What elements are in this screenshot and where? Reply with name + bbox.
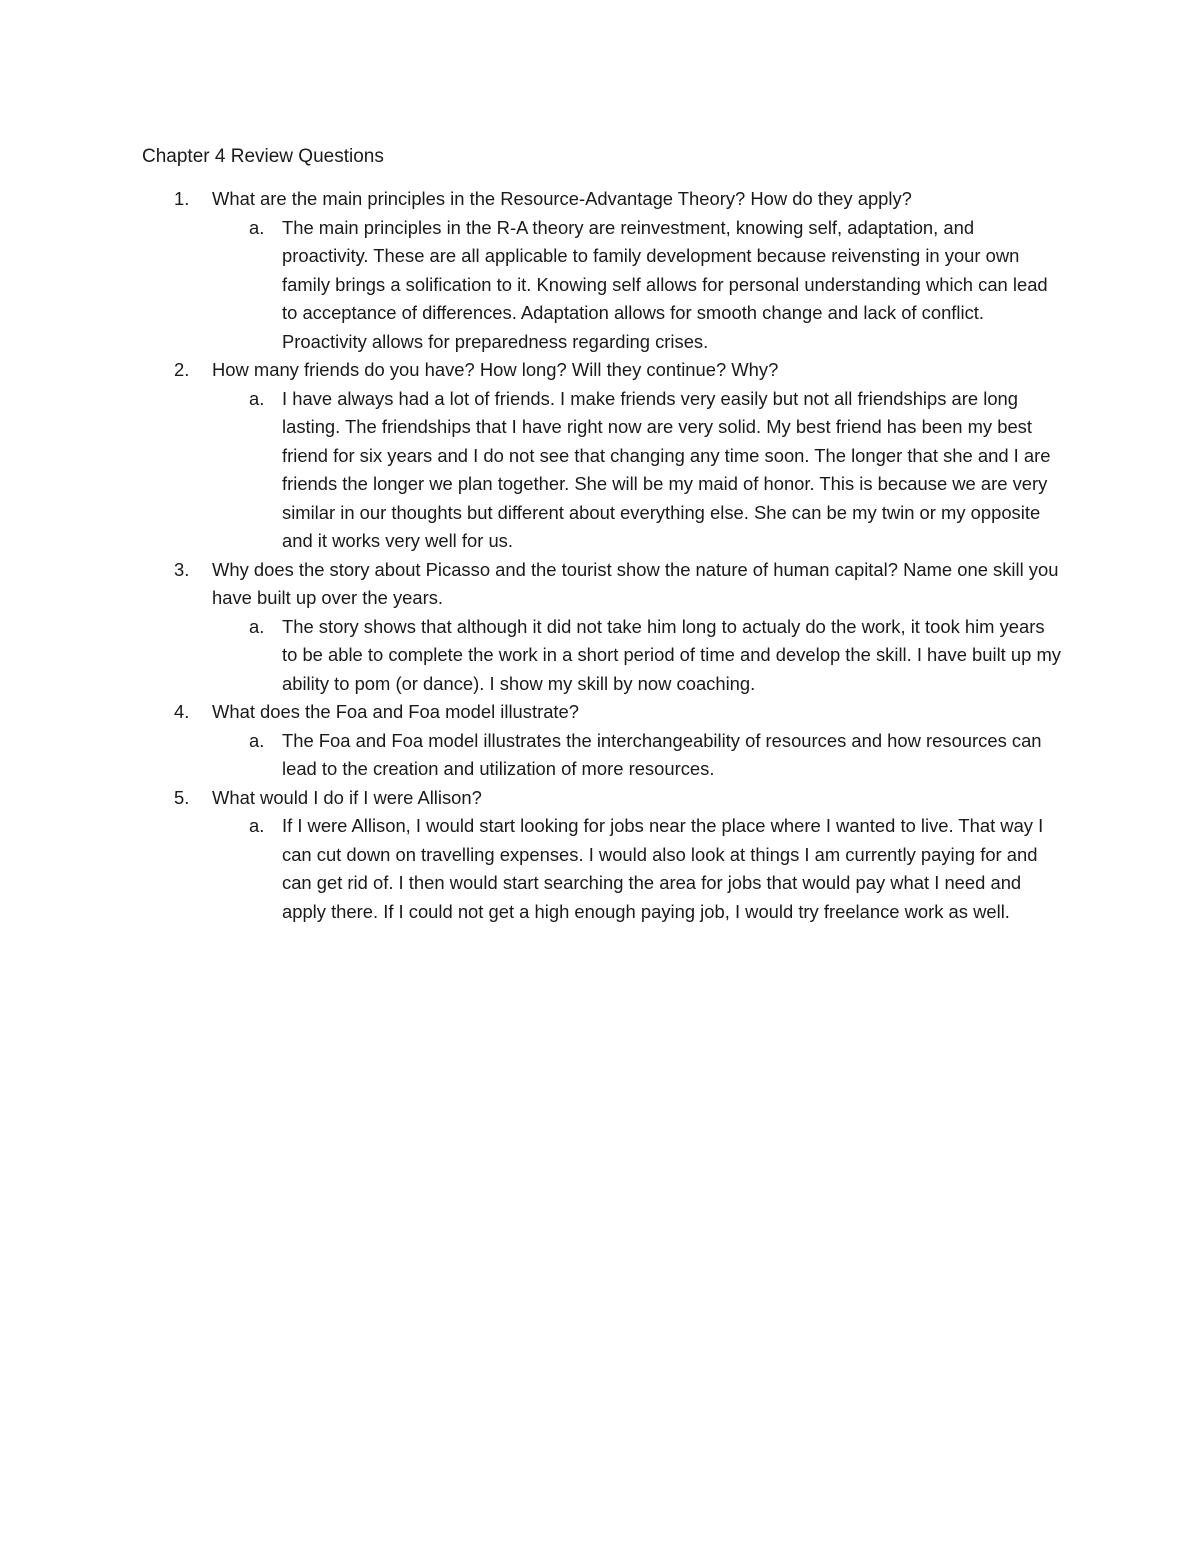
question-text: What are the main principles in the Resource-Advantage Theory? How do they apply?	[212, 188, 912, 209]
answer-letter: a.	[249, 729, 265, 751]
question-number: 1.	[174, 188, 190, 209]
question-item	[0, 185, 1200, 356]
question-number: 3.	[174, 558, 190, 580]
question-text: Why does the story about Picasso and the tourist show the nature of human capital? Name one skill you have built up over the years.	[212, 558, 1059, 608]
answer-text: I have always had a lot of friends. I make friends very easily but not all friendships are long lasting. The friendships that I have right now are very solid. My best friend has been my best friend for six years and I do not see that changing any time soon. The longer that she and I are friends the longer we plan together. She will be my maid of honor. This is because we are very similar in our thoughts but different about everything else. She can be my twin or my opposite and it works very well for us.	[282, 387, 1051, 551]
answer-text: The Foa and Foa model illustrates the interchangeability of resources and how resources can lead to the creation and utilization of more resources.	[282, 729, 1042, 779]
answer-item	[249, 214, 1062, 357]
answer-letter: a.	[249, 216, 265, 238]
answer-letter: a.	[249, 615, 265, 637]
answer-text: The main principles in the R-A theory are reinvestment, knowing self, adaptation, and proactivity. These are all applicable to family development because reivensting in your own family brings a solification to it. Knowing self allows for personal understanding which can lead to acceptance of differences. Adaptation allows for smooth change and lack of conflict. Proactivity allows for preparedness regarding crises.	[282, 216, 1048, 352]
answer-text: If I were Allison, I would start looking for jobs near the place where I wanted to live. That way I can cut down on travelling expenses. I would also look at things I am currently paying for and can get rid of. I then would start searching the area for jobs that would pay what I need and apply there. If I could not get a high enough paying job, I would try freelance work as well.	[282, 815, 1044, 922]
question-item	[0, 556, 1200, 699]
question-number: 2.	[174, 359, 190, 380]
question-text: How many friends do you have? How long? Will they continue? Why?	[212, 359, 779, 380]
answer-item	[249, 385, 1062, 556]
question-number: 5.	[174, 786, 190, 808]
question-list	[0, 185, 1200, 926]
answer-letter: a.	[249, 815, 265, 836]
answer-list	[212, 385, 1070, 556]
question-number: 4.	[174, 701, 190, 722]
question-text: What would I do if I were Allison?	[212, 786, 482, 808]
answer-item	[249, 812, 1062, 926]
answer-list	[212, 812, 1070, 926]
answer-item	[249, 727, 1062, 784]
question-text: What does the Foa and Foa model illustrate?	[212, 701, 579, 722]
answer-letter: a.	[249, 387, 265, 409]
document-title: Chapter 4 Review Questions	[142, 146, 384, 167]
answer-list	[212, 613, 1070, 699]
answer-item	[249, 613, 1062, 699]
answer-list	[212, 727, 1070, 784]
question-item	[0, 356, 1200, 556]
question-item	[0, 698, 1200, 784]
answer-list	[212, 214, 1070, 357]
answer-text: The story shows that although it did not take him long to actualy do the work, it took him years to be able to complete the work in a short period of time and develop the skill. I have built up my ability to pom (or dance). I show my skill by now coaching.	[282, 615, 1061, 694]
question-item	[0, 784, 1200, 927]
